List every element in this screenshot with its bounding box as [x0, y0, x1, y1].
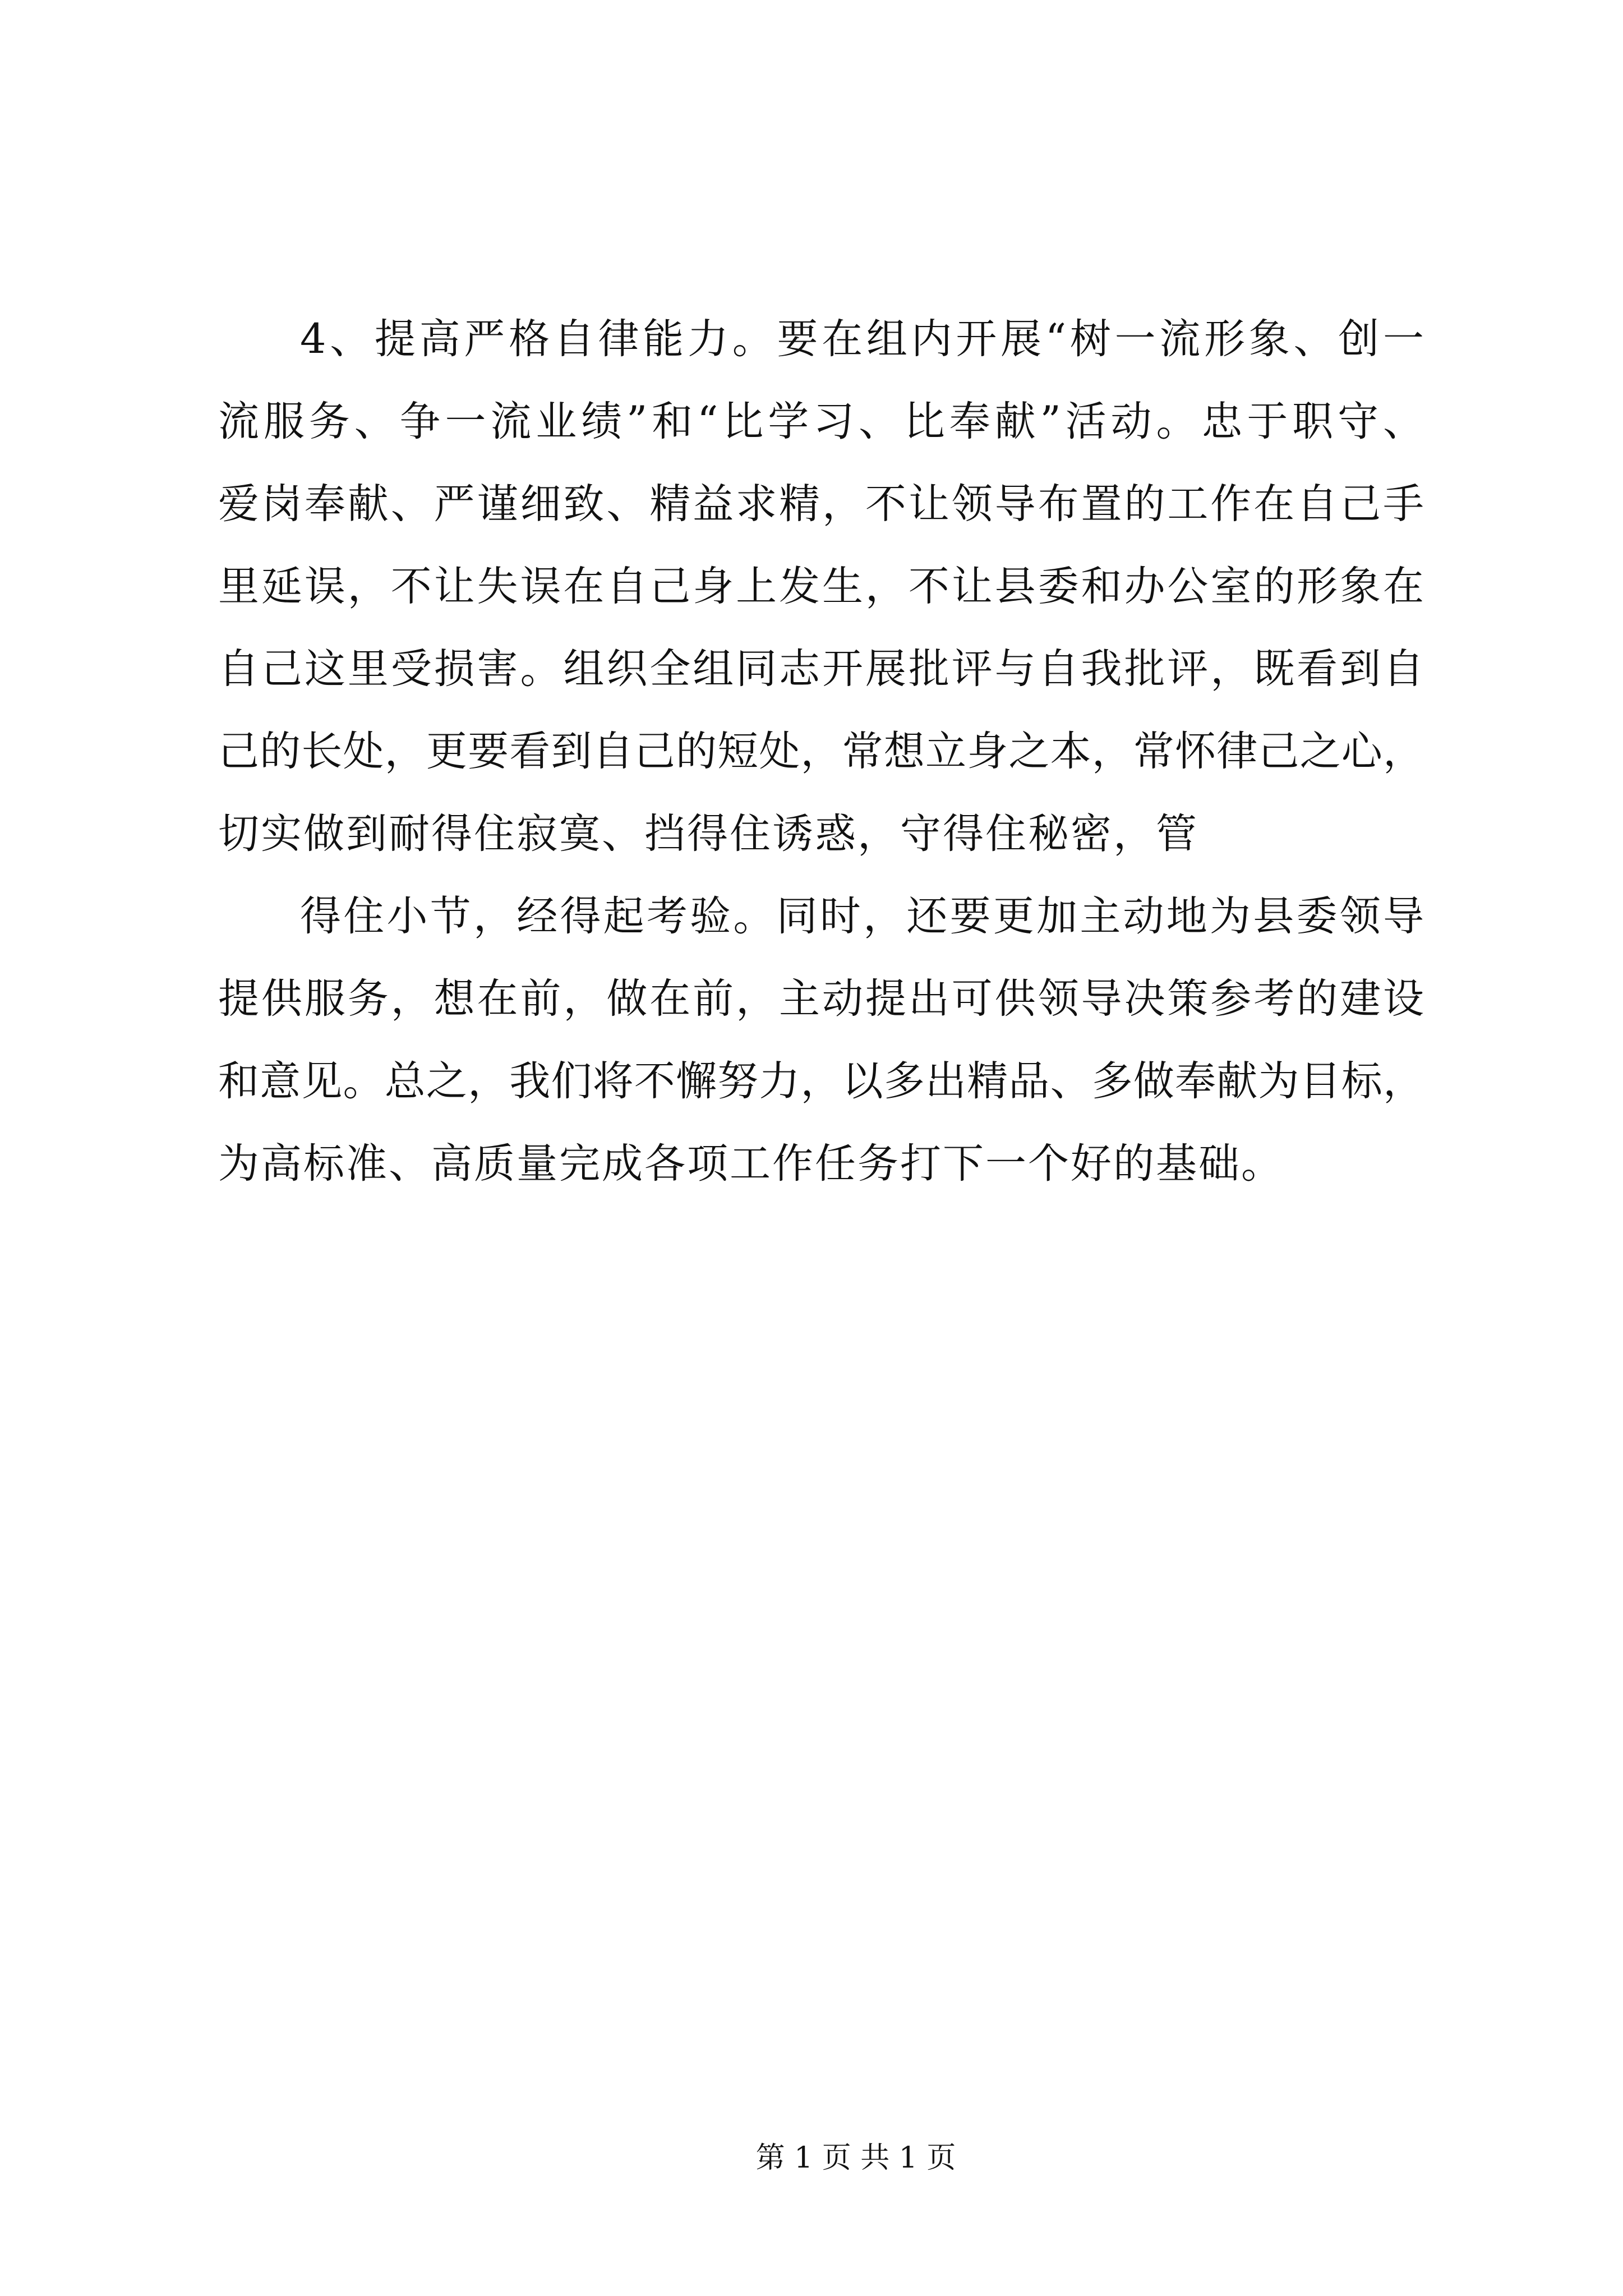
- text-line: 提供服务，想在前，做在前，主动提出可供领导决策参考的建设: [218, 975, 1424, 1023]
- paragraph-conclusion: [218, 875, 1424, 1205]
- text-line: 为高标准、高质量完成各项工作任务打下一个好的基础。: [218, 1140, 1284, 1188]
- text-line: 里延误，不让失误在自己身上发生，不让县委和办公室的形象在: [218, 563, 1424, 610]
- text-line: 切实做到耐得住寂寞、挡得住诱惑，守得住秘密，管: [218, 810, 1198, 858]
- text-line: 流服务、争一流业绩”和“比学习、比奉献”活动。忠于职守、: [218, 398, 1424, 445]
- text-line: 得住小节，经得起考验。同时，还要更加主动地为县委领导: [300, 892, 1424, 940]
- text-line: 4、提高严格自律能力。要在组内开展“树一流形象、创一: [300, 315, 1424, 363]
- paragraph-self-discipline: [218, 298, 1424, 875]
- page-number-footer: 第 1 页 共 1 页: [755, 2141, 956, 2175]
- document-body: [218, 298, 1424, 1205]
- text-line: 自己这里受损害。组织全组同志开展批评与自我批评，既看到自: [218, 645, 1424, 693]
- text-line: 爱岗奉献、严谨细致、精益求精，不让领导布置的工作在自己手: [218, 480, 1424, 528]
- text-line: 己的长处，更要看到自己的短处，常想立身之本，常怀律己之心，: [218, 728, 1424, 775]
- text-line: 和意见。总之，我们将不懈努力，以多出精品、多做奉献为目标，: [218, 1057, 1424, 1105]
